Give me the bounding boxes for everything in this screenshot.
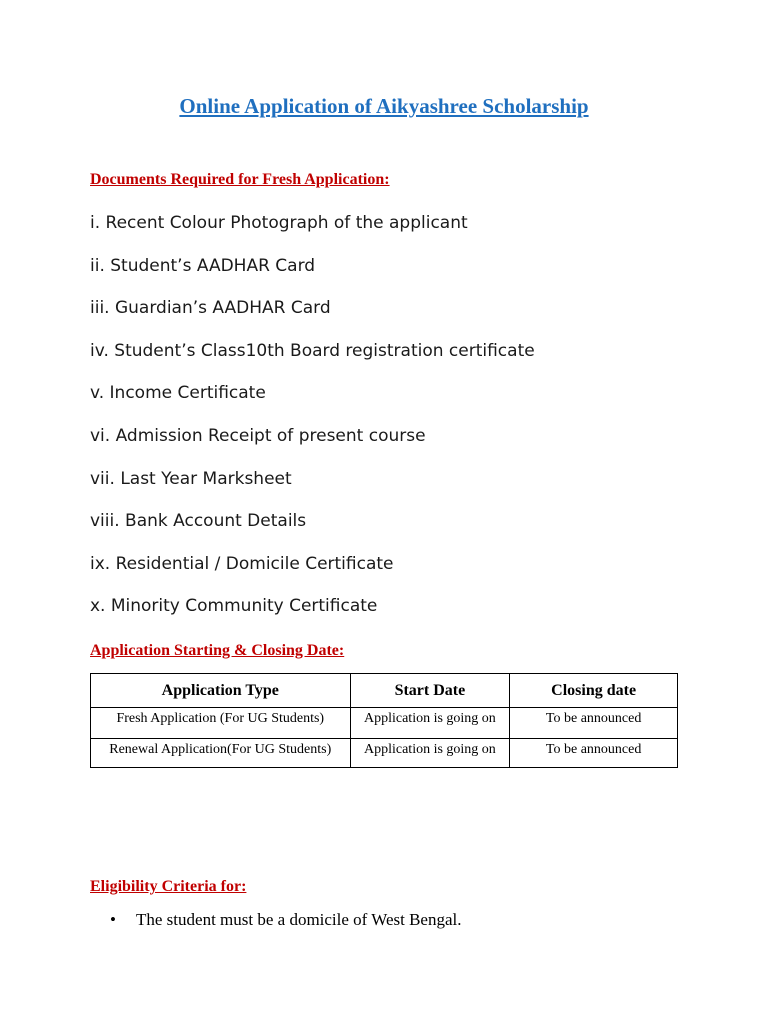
table-cell: Fresh Application (For UG Students): [91, 708, 351, 739]
document-item: ix. Residential / Domicile Certificate: [90, 553, 394, 574]
documents-list: [90, 210, 535, 636]
table-row: [91, 739, 678, 768]
document-item: ii. Student’s AADHAR Card: [90, 255, 316, 276]
document-item: v. Income Certificate: [90, 383, 266, 404]
table-header-row: [91, 674, 678, 708]
table-row: [91, 708, 678, 739]
eligibility-heading: Eligibility Criteria for:: [90, 878, 247, 895]
table-cell: To be announced: [510, 739, 678, 768]
table-cell: Application is going on: [350, 739, 510, 768]
list-item: [110, 910, 462, 930]
column-header: Start Date: [350, 674, 510, 708]
bullet-icon: •: [110, 910, 116, 929]
application-dates-table: [90, 673, 678, 768]
list-item-text: The student must be a domicile of West Bengal.: [136, 910, 462, 929]
document-item: viii. Bank Account Details: [90, 511, 307, 532]
table-cell: Application is going on: [350, 708, 510, 739]
document-item: iii. Guardian’s AADHAR Card: [90, 298, 331, 319]
document-item: x. Minority Community Certificate: [90, 596, 378, 617]
column-header: Application Type: [91, 674, 351, 708]
page-title: Online Application of Aikyashree Scholarship: [179, 94, 589, 118]
eligibility-list: [110, 910, 462, 930]
dates-heading: Application Starting & Closing Date:: [90, 642, 345, 659]
documents-heading: Documents Required for Fresh Application:: [90, 171, 390, 188]
table-cell: Renewal Application(For UG Students): [91, 739, 351, 768]
table-cell: To be announced: [510, 708, 678, 739]
document-item: vii. Last Year Marksheet: [90, 468, 292, 489]
document-item: iv. Student’s Class10th Board registration certificate: [90, 340, 535, 361]
document-item: i. Recent Colour Photograph of the applicant: [90, 213, 468, 233]
column-header: Closing date: [510, 674, 678, 708]
document-item: vi. Admission Receipt of present course: [90, 425, 426, 446]
